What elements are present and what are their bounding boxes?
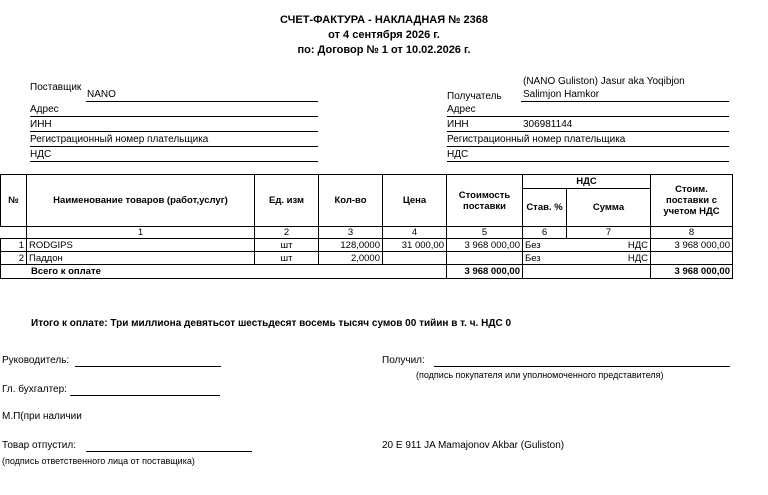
col-number: 5 — [447, 227, 523, 239]
row-amount: 3 968 000,00 — [447, 239, 523, 252]
header-amount: Стоимость поставки — [447, 175, 523, 227]
header-price: Цена — [383, 175, 447, 227]
totals-total: 3 968 000,00 — [651, 265, 733, 279]
supplier-vat-line — [30, 161, 318, 162]
row-qty: 128,0000 — [319, 239, 383, 252]
totals-amount: 3 968 000,00 — [447, 265, 523, 279]
header-vat-sum: Сумма — [567, 189, 651, 227]
row-vat-rate: Без — [523, 239, 567, 252]
row-price — [383, 252, 447, 265]
recipient-address-line — [447, 116, 729, 117]
recipient-reg-line — [447, 146, 729, 147]
recipient-inn: 306981144 — [523, 119, 573, 130]
header-total: Стоим. поставки с учетом НДС — [651, 175, 733, 227]
totals-row — [1, 265, 733, 279]
col-number: 3 — [319, 227, 383, 239]
column-numbers-row — [1, 227, 733, 239]
vehicle-info: 20 E 911 JA Mamajonov Akbar (Guliston) — [382, 440, 565, 451]
row-unit: шт — [255, 252, 319, 265]
row-qty: 2,0000 — [319, 252, 383, 265]
header-vat-group: НДС — [523, 175, 651, 189]
col-number: 6 — [523, 227, 567, 239]
row-no: 1 — [1, 239, 27, 252]
supplier-address-line — [30, 116, 318, 117]
header-unit: Ед. изм — [255, 175, 319, 227]
document-date: от 4 сентября 2026 г. — [328, 29, 440, 41]
recipient-address-label: Адрес — [447, 104, 476, 115]
supplier-name: NANO — [87, 89, 116, 100]
accountant-signature-line — [70, 395, 220, 396]
invoice-table — [0, 174, 733, 279]
col-number: 7 — [567, 227, 651, 239]
row-vat-sum: НДС — [567, 252, 651, 265]
supplier-address-label: Адрес — [30, 104, 59, 115]
recipient-name-line1: (NANO Guliston) Jasur aka Yoqibjon — [523, 76, 685, 87]
document-title: СЧЕТ-ФАКТУРА - НАКЛАДНАЯ № 2368 — [280, 14, 488, 26]
recipient-inn-label: ИНН — [447, 119, 469, 130]
recipient-vat-label: НДС — [447, 149, 469, 160]
supplier-reg-line — [30, 146, 318, 147]
accountant-label: Гл. бухгалтер: — [2, 384, 67, 395]
row-unit: шт — [255, 239, 319, 252]
row-price: 31 000,00 — [383, 239, 447, 252]
totals-label: Всего к оплате — [1, 265, 447, 279]
supplier-name-line — [86, 101, 318, 102]
col-number: 4 — [383, 227, 447, 239]
received-label: Получил: — [382, 355, 425, 366]
row-name: RODGIPS — [27, 239, 255, 252]
col-number: 2 — [255, 227, 319, 239]
supplier-vat-label: НДС — [30, 149, 52, 160]
row-amount — [447, 252, 523, 265]
row-no: 2 — [1, 252, 27, 265]
row-total: 3 968 000,00 — [651, 239, 733, 252]
header-no: № — [1, 175, 27, 227]
received-signature-line — [434, 366, 730, 367]
released-signature-line — [86, 451, 252, 452]
header-qty: Кол-во — [319, 175, 383, 227]
stamp-label: М.П(при наличии — [2, 411, 82, 422]
table-row — [1, 252, 733, 265]
received-caption: (подпись покупателя или уполномоченного представителя) — [416, 370, 664, 380]
header-name: Наименование товаров (работ,услуг) — [27, 175, 255, 227]
supplier-label: Поставщик — [30, 82, 82, 93]
supplier-inn-line — [30, 131, 318, 132]
supplier-reg-label: Регистрационный номер плательщика — [30, 134, 209, 145]
row-total — [651, 252, 733, 265]
payment-summary: Итого к оплате: Три миллиона девятьсот шестьдесят восемь тысяч сумов 00 тийин в т. ч. НДС 0 — [31, 318, 512, 329]
recipient-name-line2: Salimjon Hamkor — [523, 89, 600, 100]
row-vat-sum: НДС — [567, 239, 651, 252]
table-row — [1, 239, 733, 252]
row-name: Паддон — [27, 252, 255, 265]
col-number: 1 — [27, 227, 255, 239]
recipient-vat-line — [447, 161, 729, 162]
director-signature-line — [75, 366, 221, 367]
recipient-reg-label: Регистрационный номер плательщика — [447, 134, 626, 145]
supplier-inn-label: ИНН — [30, 119, 52, 130]
document-contract: по: Договор № 1 от 10.02.2026 г. — [297, 44, 471, 56]
recipient-label: Получатель — [447, 91, 502, 102]
released-caption: (подпись ответственного лица от поставщика) — [2, 456, 195, 466]
recipient-inn-line — [447, 131, 729, 132]
header-vat-rate: Став. % — [523, 189, 567, 227]
row-vat-rate: Без — [523, 252, 567, 265]
col-number: 8 — [651, 227, 733, 239]
director-label: Руководитель: — [2, 355, 70, 366]
recipient-name-line — [521, 101, 729, 102]
released-label: Товар отпустил: — [2, 440, 76, 451]
